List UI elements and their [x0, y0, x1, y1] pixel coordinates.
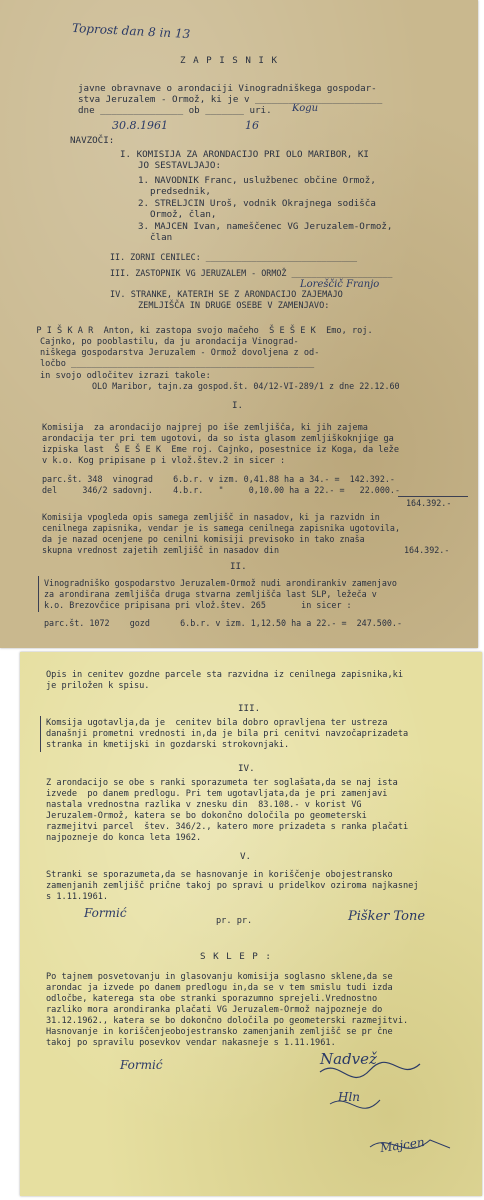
- section-text: nastala vrednostna razlika v znesku din 83.108.- v korist VG: [46, 800, 362, 810]
- member-line: član: [150, 232, 173, 243]
- section-heading: V.: [240, 851, 252, 862]
- document-page-2: [20, 652, 482, 1196]
- resolution-text: Po tajnem posvetovanju in glasovanju komisija soglasno sklene,da se: [46, 972, 393, 982]
- section-text: skupna vrednost zajetih zemljišč in nasadov din: [42, 545, 279, 555]
- section-text: stranka in kmetijski in gozdarski strokovnjaki.: [46, 740, 290, 750]
- section-heading: I.: [232, 400, 244, 411]
- intro-line: javne obravnave o arondaciji Vinogradniškega gospodar-: [78, 83, 377, 94]
- section-text: izvede po danem predlogu. Pri tem ugotavljata,da je pri zamenjavi: [46, 789, 388, 799]
- appraiser-line: II. ZORNI CENILEC: ______________________________: [110, 252, 358, 262]
- resolution-text: Hasnovanje in koriščenjeobojestransko zamenjanih zemljišč se pr čne: [46, 1027, 393, 1037]
- section-text: Vinogradniško gospodarstvo Jeruzalem-Ormož nudi arondirankiv zamenjavo: [44, 578, 397, 588]
- section-text: današnji prometni vrednosti in,da je bila pri cenitvi navzočaprizadeta: [46, 729, 409, 739]
- section-text: Z arondacijo se obe s ranki sporazumeta ter soglašata,da se naj ista: [46, 778, 398, 788]
- document-title: Z A P I S N I K: [180, 55, 278, 66]
- representative-line: III. ZASTOPNIK VG JERUZALEM - ORMOŽ ____________________: [110, 268, 393, 278]
- signature-left: Formić: [84, 906, 127, 920]
- parcel-row: parc.št. 348 vinograd 6.b.r. v izm. 0,41.88 ha a 34.- = 142.392.-: [42, 474, 395, 484]
- parcel-row: del 346/2 sadovnj. 4.b.r. " 0,10.00 ha a 22.- = 22.000.-: [42, 485, 400, 495]
- pr-pr-label: pr. pr.: [216, 916, 253, 926]
- section-text: k.o. Brezovčice pripisana pri vlož.štev. 265 in sicer :: [44, 600, 352, 610]
- section-text: je priložen k spisu.: [46, 681, 150, 691]
- party-line: Cajnko, po pooblastilu, da ju arondacija Vinograd-: [40, 337, 299, 347]
- section-text: najpozneje do konca leta 1962.: [46, 833, 202, 843]
- section-heading: IV.: [238, 763, 255, 774]
- commission-line: I. KOMISIJA ZA ARONDACIJO PRI OLO MARIBOR, KI: [120, 149, 369, 160]
- section-text: cenilnega zapisnika, vendar je is samega cenilnega zapisnika ugotovila,: [42, 523, 400, 533]
- section-text: Jeruzalem-Ormož, katera se bo dokončno določila po geometerski: [46, 811, 367, 821]
- resolution-heading: S K L E P :: [200, 951, 272, 962]
- section-text: razmejitvi parcel štev. 346/2., katero more prizadeta s ranka plačati: [46, 822, 409, 832]
- member-line: predsednik,: [150, 186, 211, 197]
- signature-scribble: [310, 1052, 460, 1172]
- sum-rule: [398, 496, 468, 497]
- section-heading: II.: [230, 561, 247, 572]
- present-heading: NAVZOČI:: [70, 135, 115, 146]
- commission-line: JO SESTAVLJAJO:: [138, 160, 221, 171]
- margin-mark: [40, 716, 41, 752]
- margin-mark: [38, 576, 39, 612]
- section-text: da je nazad ocenjene po cenilni komisiji previsoko in tako znaša: [42, 534, 365, 544]
- resolution-text: arondac ja izvede po danem predlogu in,da se v tem smislu tudi izda: [46, 983, 393, 993]
- handwritten-name: Loreščič Franjo: [300, 279, 380, 290]
- parcel-row: parc.št. 1072 gozd 6.b.r. v izm. 1,12.50 ha a 22.- = 247.500.-: [44, 618, 402, 628]
- resolution-text: 31.12.1962., katera se bo dokončno določila po geometerski razmejitvi.: [46, 1016, 409, 1026]
- signature-commission-3: Hln: [338, 1090, 361, 1104]
- intro-line: stva Jeruzalem - Ormož, ki je v _______________________: [78, 94, 383, 105]
- parties-line: IV. STRANKE, KATERIH SE Z ARONDACIJO ZAJEMAJO: [110, 290, 343, 300]
- signature-commission-2: Nadvež: [320, 1050, 377, 1068]
- section-text: Komisija za arondacijo najprej po iše zemljišča, ki jih zajema: [42, 423, 368, 433]
- member-line: 2. STRELJCIN Uroš, vodnik Okrajnega sodišča: [138, 198, 376, 209]
- resolution-text: odločbe, katerega sta obe stranki sporazumno sprejeli.Vrednostno: [46, 994, 378, 1004]
- signature-commission-1: Formić: [120, 1058, 163, 1072]
- section-text: Komisija vpogleda opis samega zemljišč in nasadov, ki ja razvidn in: [42, 512, 380, 522]
- section-text: zamenjanih zemljišč prične takoj po spravi u pridelkov oziroma najkasnej: [46, 881, 419, 891]
- section-text: s 1.11.1961.: [46, 892, 109, 902]
- section-text: za arondirana zemljišča druga stvarna zemljišča last SLP, ležeča v: [44, 589, 377, 599]
- section-text: arondacija ter pri tem ugotovi, da so ista glasom zemljiškoknjige ga: [42, 434, 394, 444]
- section-text: v k.o. Kog pripisane p i vlož.štev.2 in sicer :: [42, 456, 286, 466]
- party-line: niškega gospodarstva Jeruzalem - Ormož dovoljena z od-: [40, 348, 320, 358]
- section-text: Komsija ugotavlja,da je cenitev bila dobro opravljena ter ustreza: [46, 718, 388, 728]
- member-line: 1. NAVODNIK Franc, uslužbenec občine Ormož,: [138, 175, 376, 186]
- party-line: in svojo odločitev izrazi takole:: [40, 371, 211, 381]
- party-line: ločbo _______________________________________________: [40, 359, 315, 369]
- intro-line: dne _______________ ob _______ uri.: [78, 105, 272, 116]
- member-line: Ormož, član,: [150, 209, 217, 220]
- handwritten-header: Toprost dan 8 in 13: [71, 20, 191, 42]
- section-text: Opis in cenitev gozdne parcele sta razvidna iz cenilnega zapisnika,ki: [46, 670, 403, 680]
- section-text: izpiska last Š E Š E K Eme roj. Cajnko, posestnice iz Koga, da leže: [42, 445, 399, 455]
- party-line: P I Š K A R Anton, ki zastopa svojo mačeho Š E Š E K Emo, roj.: [26, 326, 373, 336]
- resolution-text: razliko mora arondiranka plačati VG Jeruzalem-Ormož najpozneje do: [46, 1005, 383, 1015]
- section-text: Stranki se sporazumeta,da se hasnovanje in koriščenje obojestransko: [46, 870, 393, 880]
- parties-line: ZEMLJIŠČA IN DRUGE OSEBE V ZAMENJAVO:: [138, 301, 330, 311]
- handwritten-place: Kogu: [292, 103, 319, 114]
- total-value: 164.392.-: [404, 545, 450, 555]
- section-heading: III.: [238, 703, 261, 714]
- member-line: 3. MAJCEN Ivan, nameščenec VG Jeruzalem-Ormož,: [138, 221, 393, 232]
- signature-commission-4: Majcen: [379, 1134, 426, 1156]
- handwritten-time: 16: [245, 119, 259, 132]
- parcel-sum: 164.392.-: [406, 498, 452, 508]
- decision-reference: OLO Maribor, tajn.za gospod.št. 04/12-VI-289/1 z dne 22.12.60: [92, 381, 400, 391]
- signature-right: Pišker Tone: [348, 909, 426, 924]
- resolution-text: takoj po spravilu posevkov vendar nakasneje s 1.11.1961.: [46, 1038, 336, 1048]
- handwritten-date: 30.8.1961: [112, 119, 168, 132]
